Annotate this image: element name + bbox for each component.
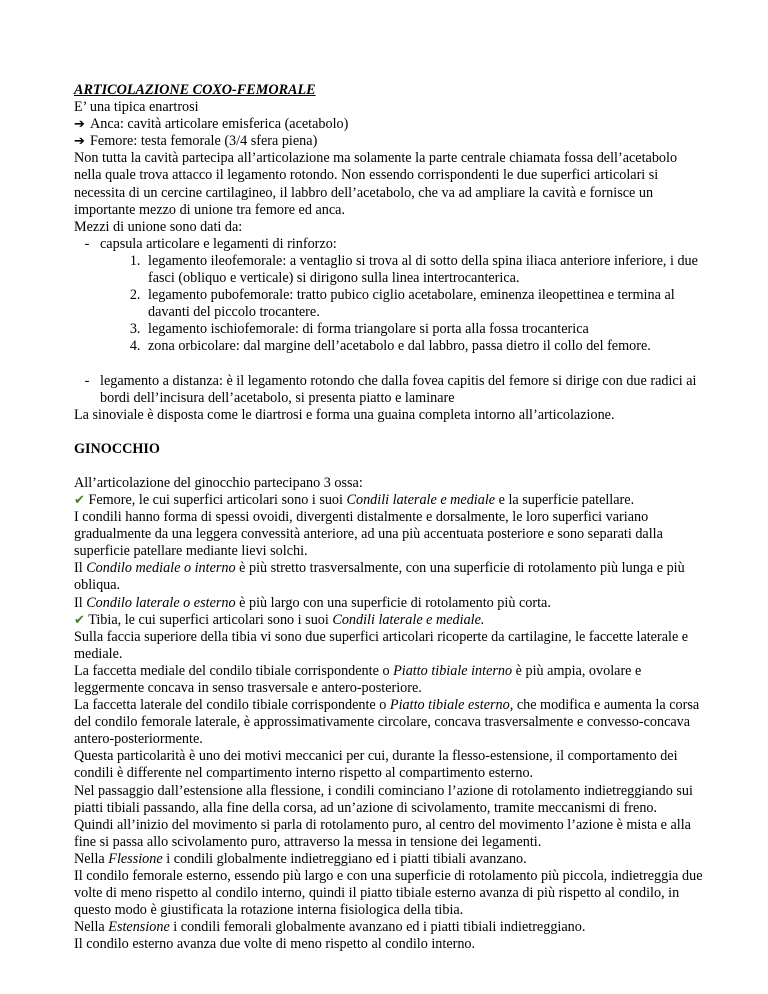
dash-bullet: - [84, 235, 90, 252]
arrow-item: ➔ Femore: testa femorale (3/4 sfera piena) [74, 133, 318, 150]
paragraph: All’articolazione del ginocchio partecipano 3 ossa: [74, 474, 363, 491]
paragraph: Il condilo femorale esterno, essendo più largo e con una superficie di rotolamento più piccola, indietreggia due volte di meno rispetto al condilo interno, quindi il piatto tibiale esterno avanza di più rispetto al condilo, in questo modo è giustificata la rotazione interna fisiologica della tibia. [74, 868, 703, 919]
spacer [74, 356, 704, 373]
list-item: 3. legamento ischiofemorale: di forma triangolare si porta alla fossa trocanterica [144, 321, 704, 338]
paragraph: Il condilo esterno avanza due volte di meno rispetto al condilo interno. [74, 936, 476, 953]
section-title-knee: GINOCCHIO [74, 440, 160, 457]
paragraph: Nel passaggio dall’estensione alla flessione, i condili cominciano l’azione di rotolamento indietreggiando sui piatti tibiali passando, alla fine della corsa, ad un’azione di scivolamento, tramite meccanismi di freno. [74, 782, 693, 816]
dash-item: - capsula articolare e legamenti di rinforzo: [74, 236, 704, 253]
document-page [74, 82, 704, 954]
paragraph: Quindi all’inizio del movimento si parla di rotolamento puro, al centro del movimento l’azione è mista e alla fine si passa allo scivolamento puro, attraverso la messa in tensione dei legamenti. [74, 816, 691, 850]
ligament-list [74, 253, 704, 356]
text-line: E’ una tipica enartrosi [74, 99, 199, 116]
paragraph: La faccetta laterale del condilo tibiale corrispondente o Piatto tibiale esterno, che modifica e aumenta la corsa del condilo femorale laterale, è approssimativamente circolare, concava trasversalmente e convesso-concava antero-posteriormente. [74, 697, 700, 748]
paragraph: Sulla faccia superiore della tibia vi sono due superfici articolari ricoperte da cartilagine, le faccette laterale e mediale. [74, 628, 689, 662]
arrow-right-icon: ➔ [74, 117, 85, 133]
paragraph: I condili hanno forma di spessi ovoidi, divergenti distalmente e dorsalmente, le loro superfici variano gradualmente da una leggera convessità anteriore, ad una più accentuata posteriore e sono separati dalla superficie patellare mediante lievi solchi. [74, 509, 663, 560]
paragraph: Mezzi di unione sono dati da: [74, 218, 243, 235]
paragraph: Questa particolarità è uno dei motivi meccanici per cui, durante la flesso-estensione, il comportamento dei condili è differente nel compartimento interno rispetto al compartimento esterno. [74, 748, 678, 782]
paragraph: Nella Flessione i condili globalmente indietreggiano ed i piatti tibiali avanzano. [74, 850, 527, 867]
list-item: 4. zona orbicolare: dal margine dell’acetabolo e dal labbro, passa dietro il collo del femore. [144, 338, 704, 355]
check-item-tibia: ✔ Tibia, le cui superfici articolari sono i suoi Condili laterale e mediale. [74, 611, 485, 628]
paragraph: Non tutta la cavità partecipa all’articolazione ma solamente la parte centrale chiamata fossa dell’acetabolo nella quale trova attacco il legamento rotondo. Non essendo corrispondenti le due superfici articolari si necessita di un cercine cartilagineo, il labbro dell’acetabolo, che va ad ampliare la cavità e fornisce un importante mezzo di unione tra femore ed anca. [74, 150, 678, 218]
arrow-right-icon: ➔ [74, 134, 85, 150]
check-item-femur: ✔ Femore, le cui superfici articolari sono i suoi Condili laterale e mediale e la superficie patellare. [74, 491, 635, 508]
checkmark-icon: ✔ [74, 492, 85, 508]
paragraph: La faccetta mediale del condilo tibiale corrispondente o Piatto tibiale interno è più ampia, ovolare e leggermente concava in senso trasversale e antero-posteriore. [74, 662, 642, 696]
checkmark-icon: ✔ [74, 612, 85, 628]
section-title-hip: ARTICOLAZIONE COXO-FEMORALE [74, 82, 316, 98]
paragraph: La sinoviale è disposta come le diartrosi e forma una guaina completa intorno all’articolazione. [74, 406, 615, 423]
dash-item: - legamento a distanza: è il legamento rotondo che dalla fovea capitis del femore si dirige con due radici ai bordi dell’incisura dell’acetabolo, si presenta piatto e laminare [74, 373, 704, 407]
list-item: 1. legamento ileofemorale: a ventaglio si trova al di sotto della spina iliaca anteriore inferiore, i due fasci (obliquo e verticale) si dirigono sulla linea intertrocanterica. [144, 253, 704, 287]
paragraph: Nella Estensione i condili femorali globalmente avanzano ed i piatti tibiali indietreggiano. [74, 919, 586, 936]
list-item: 2. legamento pubofemorale: tratto pubico ciglio acetabolare, eminenza ileopettinea e termina al davanti del piccolo trocantere. [144, 287, 704, 321]
arrow-item: ➔ Anca: cavità articolare emisferica (acetabolo) [74, 116, 349, 133]
paragraph: Il Condilo laterale o esterno è più largo con una superficie di rotolamento più corta. [74, 594, 551, 611]
paragraph: Il Condilo mediale o interno è più stretto trasversalmente, con una superficie di rotolamento più lunga e più obliqua. [74, 560, 685, 594]
dash-bullet: - [84, 372, 90, 389]
